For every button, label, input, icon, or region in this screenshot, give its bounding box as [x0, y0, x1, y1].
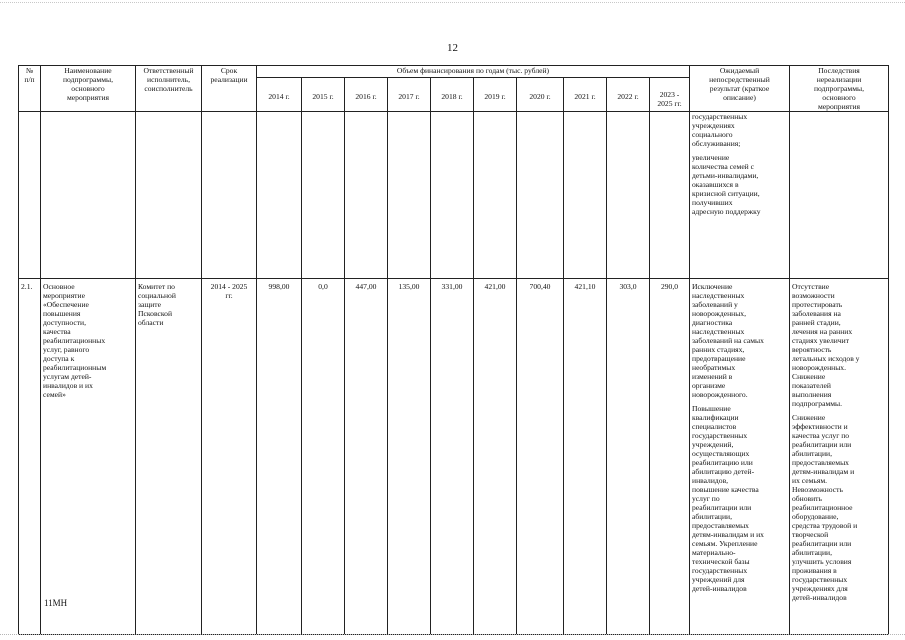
header-year: 2021 г.: [564, 78, 607, 112]
cell-empty: [650, 112, 690, 279]
funding-value: 421,10: [564, 279, 607, 635]
consequence-text: Снижение эффективности и качества услуг по реабилитации или абилитации, предоставляемых детям-инвалидам и их семьям. Невозможность обновить реабилитационное оборудование, средства трудовой и творческой реабилитации или абилитации, улучшить условия проживания в государственных учреждениях для детей-инвалидов: [792, 413, 858, 602]
header-year: 2019 г.: [474, 78, 517, 112]
header-responsible: Ответственный исполнитель, соисполнитель: [136, 66, 202, 112]
cell-consequences: [790, 279, 889, 635]
funding-value: 0,0: [302, 279, 345, 635]
header-year: 2020 г.: [517, 78, 564, 112]
header-consequences: Последствия нереализации подпрограммы, основного мероприятия: [790, 66, 889, 112]
cell-empty: [202, 112, 257, 279]
cell-empty: [431, 112, 474, 279]
page-number: 12: [447, 42, 458, 54]
header-year: 2015 г.: [302, 78, 345, 112]
header-expected: Ожидаемый непосредственный результат (краткое описание): [690, 66, 790, 112]
header-year: 2014 г.: [257, 78, 302, 112]
funding-table: [18, 65, 889, 635]
cell-empty: [136, 112, 202, 279]
expected-text: государственных учреждениях социального обслуживания;: [692, 112, 748, 148]
header-num: № п/п: [19, 66, 41, 112]
measure-name: Основное мероприятие «Обеспечение повышения доступности, качества реабилитационных услуг, равного доступа к реабилитационным услугам детей- инвалидов и их семей»: [41, 279, 136, 635]
funding-value: 303,0: [607, 279, 650, 635]
header-year: 2023 - 2025 гг.: [650, 78, 690, 112]
header-period: Срок реализации: [202, 66, 257, 112]
scan-edge-bottom: [0, 634, 905, 635]
expected-text: увеличение количества семей с детьми-инвалидами, оказавшихся в кризисной ситуации, получивших адресную поддержку: [692, 153, 761, 216]
scan-edge-top: [0, 2, 905, 3]
cell-empty: [345, 112, 388, 279]
cell-empty: [564, 112, 607, 279]
header-year: 2022 г.: [607, 78, 650, 112]
funding-value: 700,40: [517, 279, 564, 635]
header-funding-group: Объем финансирования по годам (тыс. рублей): [257, 66, 690, 78]
cell-empty: [790, 112, 889, 279]
header-row-1: [19, 66, 889, 78]
funding-value: 998,00: [257, 279, 302, 635]
cell-empty: [474, 112, 517, 279]
header-year: 2017 г.: [388, 78, 431, 112]
funding-value: 447,00: [345, 279, 388, 635]
row-number: 2.1.: [19, 279, 41, 635]
funding-value: 290,0: [650, 279, 690, 635]
cell-empty: [302, 112, 345, 279]
cell-empty: [41, 112, 136, 279]
header-name: Наименование подпрограммы, основного мероприятия: [41, 66, 136, 112]
implementation-period: 2014 - 2025 гг.: [202, 279, 257, 635]
cell-expected-result: [690, 112, 790, 279]
consequence-text: Отсутствие возможности протестировать заболевания на ранней стадии, лечения на ранних стадиях увеличит вероятность летальных исходов у новорожденных. Снижение показателей выполнения подпрограммы.: [792, 282, 860, 408]
funding-value: 135,00: [388, 279, 431, 635]
funding-value: 331,00: [431, 279, 474, 635]
responsible-executor: Комитет по социальной защите Псковской области: [136, 279, 202, 635]
cell-empty: [257, 112, 302, 279]
footer-code: 11МН: [44, 598, 68, 608]
table-row-2-1: [19, 279, 889, 635]
cell-expected-result: [690, 279, 790, 635]
header-year: 2016 г.: [345, 78, 388, 112]
cell-empty: [19, 112, 41, 279]
funding-value: 421,00: [474, 279, 517, 635]
expected-text: Повышение квалификации специалистов государственных учреждений, осуществляющих реабилитацию или абилитацию детей- инвалидов, повышение качества услуг по реабилитации или абилитации, предоставляемых детям-инвалидам и их семьям. Укрепление материально- технической базы государственных учреждений для детей-инвалидов: [692, 404, 764, 593]
cell-empty: [388, 112, 431, 279]
header-year: 2018 г.: [431, 78, 474, 112]
cell-empty: [517, 112, 564, 279]
table-row-continuation: [19, 112, 889, 279]
cell-empty: [607, 112, 650, 279]
expected-text: Исключение наследственных заболеваний у новорожденных, диагностика наследственных заболеваний на самых ранних стадиях, предотвращение необратимых изменений в организме новорожденного.: [692, 282, 764, 399]
